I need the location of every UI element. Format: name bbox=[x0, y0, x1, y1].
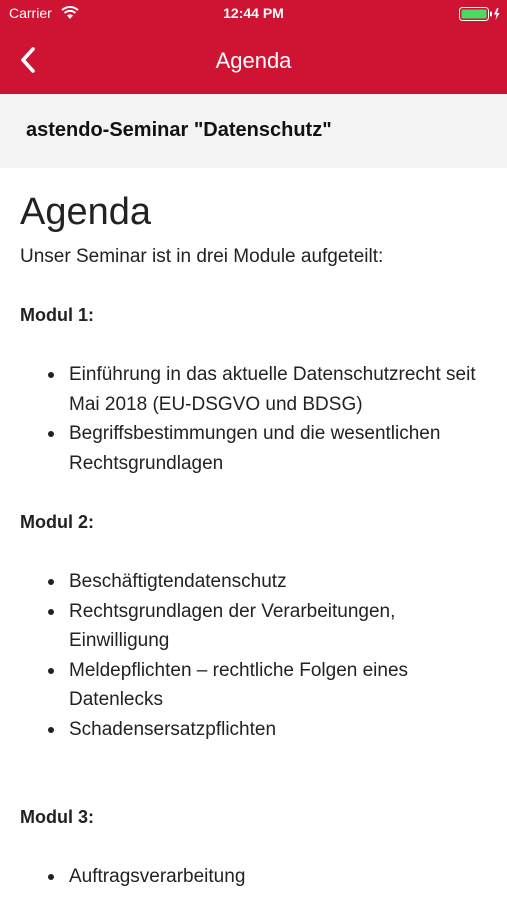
module-section bbox=[20, 301, 487, 478]
module-section bbox=[20, 508, 487, 744]
nav-title: Agenda bbox=[215, 48, 292, 73]
navigation-bar bbox=[0, 28, 507, 94]
list-item: Einführung in das aktuelle Datenschutzrecht seit Mai 2018 (EU-DSGVO und BDSG) bbox=[20, 360, 487, 419]
seminar-title: astendo-Seminar "Datenschutz" bbox=[26, 119, 332, 141]
agenda-content bbox=[0, 168, 507, 887]
intro-text: Unser Seminar ist in drei Module aufgeteilt: bbox=[20, 246, 384, 267]
status-time: 12:44 PM bbox=[223, 5, 284, 21]
status-bar bbox=[0, 0, 507, 28]
module-heading: Modul 2: bbox=[20, 512, 94, 532]
module-item-list bbox=[20, 360, 487, 478]
list-item: Rechtsgrundlagen der Verarbeitungen, Einwilligung bbox=[20, 597, 487, 656]
module-item-list bbox=[20, 567, 487, 744]
module-heading: Modul 1: bbox=[20, 305, 94, 325]
module-heading: Modul 3: bbox=[20, 807, 94, 827]
seminar-subheader bbox=[0, 94, 507, 168]
battery-icon bbox=[459, 7, 501, 21]
carrier-label: Carrier bbox=[9, 5, 52, 21]
module-section bbox=[20, 803, 487, 892]
list-item: Meldepflichten – rechtliche Folgen eines Datenlecks bbox=[20, 656, 487, 715]
module-item-list bbox=[20, 862, 487, 892]
list-item: Schadensersatzpflichten bbox=[20, 715, 487, 745]
list-item: Begriffsbestimmungen und die wesentlichen Rechtsgrundlagen bbox=[20, 419, 487, 478]
list-item: Beschäftigtendatenschutz bbox=[20, 567, 487, 597]
page-title: Agenda bbox=[20, 191, 152, 233]
list-item: Auftragsverarbeitung bbox=[20, 862, 487, 892]
app-header bbox=[0, 0, 507, 94]
